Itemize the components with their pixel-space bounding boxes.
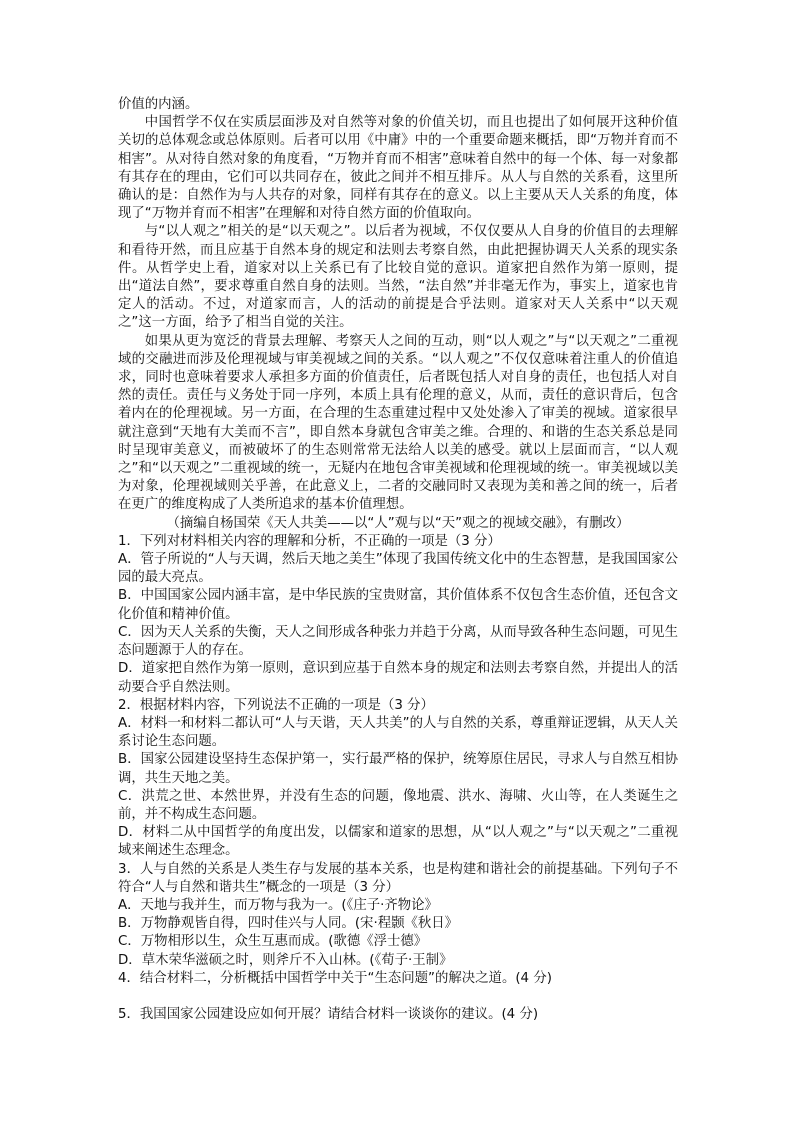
question-stem: 1．下列对材料相关内容的理解和分析，不正确的一项是（3 分） [118,533,501,549]
question-3 [118,861,678,970]
option-d: D．材料二从中国哲学的角度出发，以儒家和道家的思想，从“以人观之”与“以天观之”二重视域来阐述生态理念。 [118,825,678,859]
option-d: D．道家把自然作为第一原则，意识到应基于自然本身的规定和法则去考察自然，并提出人的活动要合乎自然法则。 [118,661,678,695]
document-body [118,96,678,1024]
paragraph-1: 中国哲学不仅在实质层面涉及对自然等对象的价值关切，而且也提出了如何展开这种价值关切的总体观念或总体原则。后者可以用《中庸》中的一个重要命题来概括，即“万物并育而不相害”。从对待自然对象的角度看，“万物并育而不相害”意味着自然中的每一个体、每一对象都有其存在的理由，它们可以共同存在，彼此之间并不相互排斥。从人与自然的关系看，这里所确认的是：自然作为与人共存的对象，同样有其存在的意义。以上主要从天人关系的角度，体现了“万物并育而不相害”在理解和对待自然方面的价值取向。 [118,115,678,222]
option-a: A．材料一和材料二都认可“人与天谐，天人共美”的人与自然的关系，尊重辩证逻辑，从天人关系讨论生态问题。 [118,715,678,750]
option-b: B．万物静观皆自得，四时佳兴与人同。(宋·程颢《秋日》 [118,916,459,932]
paragraph-2: 与“以人观之”相关的是“以天观之”。以后者为视域，不仅仅要从人自身的价值目的去理解和看待开然，而且应基于自然本身的规定和法则去考察自然，由此把握协调天人关系的现实条件。从哲学史上看，道家对以上关系已有了比较自觉的意识。道家把自然作为第一原则，提出“道法自然”，要求尊重自然自身的法则。当然，“法自然”并非毫无作为，事实上，道家也肯定人的活动。不过，对道家而言，人的活动的前提是合乎法则。道家对天人关系中“以天观之”这一方面，给予了相当自觉的关注。 [118,224,678,331]
option-d: D．草木荣华滋硕之时，则斧斤不入山林。(《荀子·王制》 [118,952,453,968]
option-a: A．管子所说的“人与天调，然后天地之美生”体现了我国传统文化中的生态智慧，是我国国家公园的最大亮点。 [118,552,678,586]
question-stem: 5．我国国家公园建设应如何开展？请结合材料一谈谈你的建议。(4 分) [118,1006,539,1022]
question-4 [118,970,678,988]
option-c: C．万物相形以生，众生互惠而成。(歌德《浮士德》 [118,934,428,950]
question-1 [118,533,678,697]
question-2 [118,697,678,861]
paragraph-0: 价值的内涵。 [118,97,199,112]
question-5 [118,1006,678,1024]
option-c: C．洪荒之世、本然世界，并没有生态的问题，像地震、洪水、海啸、火山等，在人类诞生之前，并不构成生态问题。 [118,788,678,822]
paragraph-3: 如果从更为宽泛的背景去理解、考察天人之间的互动，则“以人观之”与“以天观之”二重视域的交融进而涉及伦理视域与审美视域之间的关系。“以人观之”不仅仅意味着注重人的价值追求，同时也意味着要求人承担多方面的价值责任，后者既包括人对自身的责任，也包括人对自然的责任。责任与义务处于同一序列，本质上具有伦理的意义，从而，责任的意识背后，包含着内在的伦理视域。另一方面，在合理的生态重建过程中又处处渗入了审美的视域。道家很早就注意到“天地有大美而不言”，即自然本身就包含审美之维。合理的、和谐的生态关系总是同时呈现审美意义，而被破坏了的生态则常常无法给人以美的感受。就以上层面而言，“以人观之”和“以天观之”二重视域的统一，无疑内在地包含审美视域和伦理视域的统一。审美视域以美为对象，伦理视域则关乎善，在此意义上，二者的交融同时又表现为美和善之间的统一，后者在更广的维度构成了人类所追求的基本价值理想。 [118,333,678,513]
source-citation: （摘编自杨国荣《天人共美——以“人”观与以“天”观之的视域交融》，有删改） [166,515,630,531]
option-a: A．天地与我并生，而万物与我为一。(《庄子·齐物论》 [118,897,438,913]
option-c: C．因为天人关系的失衡，天人之间形成各种张力并趋于分离，从而导致各种生态问题，可见生态问题源于人的存在。 [118,624,678,659]
answer-space [118,988,678,1006]
option-b: B．国家公园建设坚持生态保护第一，实行最严格的保护，统筹原住居民，寻求人与自然互相协调，共生天地之美。 [118,752,678,786]
question-stem: 3．人与自然的关系是人类生存与发展的基本关系，也是构建和谐社会的前提基础。下列句子不符合“人与自然和谐共生”概念的一项是（3 分） [118,861,678,895]
question-stem: 2．根据材料内容，下列说法不正确的一项是（3 分） [118,697,434,713]
option-b: B．中国国家公园内涵丰富，是中华民族的宝贵财富，其价值体系不仅包含生态价值，还包含文化价值和精神价值。 [118,588,678,622]
question-stem: 4．结合材料二，分析概括中国哲学中关于“生态问题”的解决之道。(4 分) [118,970,552,986]
